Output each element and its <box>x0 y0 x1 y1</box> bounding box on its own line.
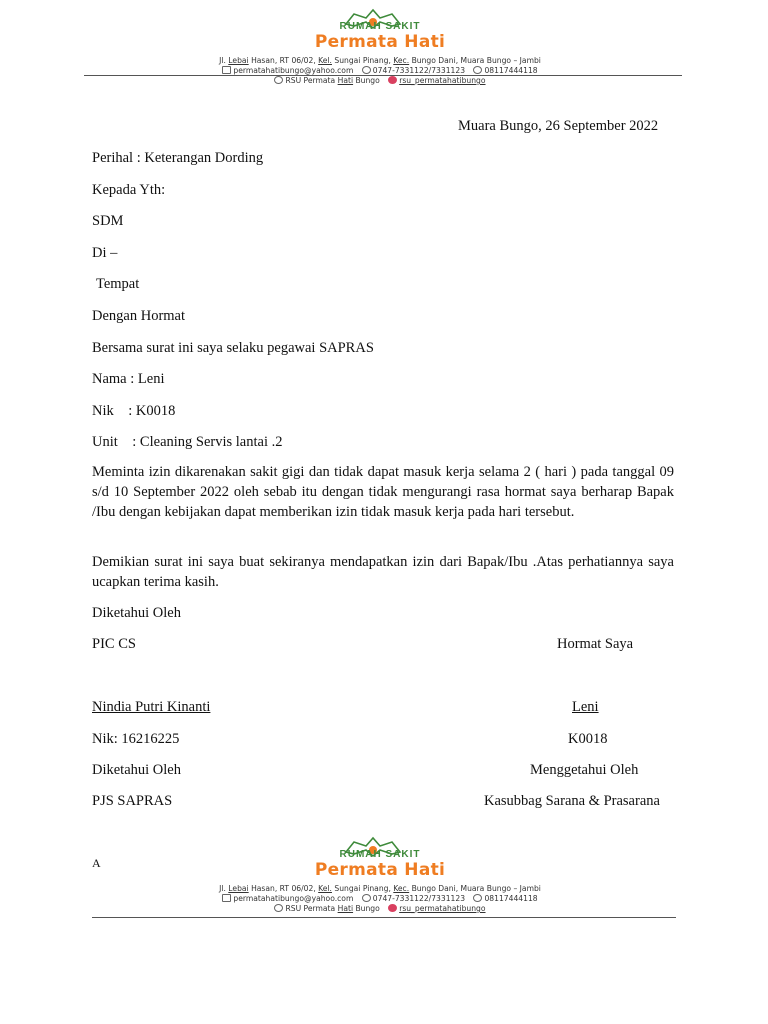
letterhead-subtitle: RUMAH SAKIT <box>339 849 421 860</box>
whatsapp-icon <box>473 894 482 902</box>
facebook-icon <box>274 76 283 84</box>
recipient-at: Di – <box>92 245 118 261</box>
letterhead-bottom <box>190 836 570 914</box>
letterhead-title: Permata Hati <box>314 860 446 880</box>
letterhead-social: RSU Permata Hati Bungo rsu_permatahatibungo <box>190 904 570 914</box>
employee-name: Nama : Leni <box>92 371 165 387</box>
letterhead-subtitle: RUMAH SAKIT <box>339 21 421 32</box>
signatory-left-nik: Nik: 16216225 <box>92 731 180 747</box>
recipient-place: Tempat <box>96 276 140 292</box>
subject-line: Perihal : Keterangan Dording <box>92 150 264 166</box>
kasubbag-label: Kasubbag Sarana & Prasarana <box>484 793 660 809</box>
letterhead-email: permatahatibungo@yahoo.com <box>233 66 354 75</box>
letterhead-phone: 0747-7331122/7331123 <box>372 66 466 75</box>
letterhead-whatsapp: 08117444118 <box>484 66 538 75</box>
hospital-logo-bottom <box>190 836 570 884</box>
letterhead-address: Jl. Lebai Hasan, RT 06/02, Kel. Sungai Pinang, Kec. Bungo Dani, Muara Bungo – Jambi <box>219 884 541 893</box>
acknowledged-by-label-1: Diketahui Oleh <box>92 605 181 621</box>
recipient-department: SDM <box>92 213 124 229</box>
facebook-icon <box>274 904 283 912</box>
employee-unit: Unit : Cleaning Servis lantai .2 <box>92 434 283 450</box>
email-icon <box>222 66 231 74</box>
letterhead-address: Jl. Lebai Hasan, RT 06/02, Kel. Sungai Pinang, Kec. Bungo Dani, Muara Bungo – Jambi <box>219 56 541 65</box>
recipient-heading: Kepada Yth: <box>92 182 166 198</box>
signatory-left-name: Nindia Putri Kinanti <box>92 699 211 715</box>
body-paragraph-1: Meminta izin dikarenakan sakit gigi dan tidak dapat masuk kerja selama 2 ( hari ) pada tanggal 09 s/d 10 September 2022 oleh sebab itu dengan tidak mengurangi rasa hormat saya berharap Bapak /Ibu dengan kebijakan dapat memberikan izin tidak masuk kerja pada hari tersebut. <box>92 464 674 520</box>
whatsapp-icon <box>473 66 482 74</box>
letterhead-divider-top <box>84 75 682 76</box>
instagram-icon <box>388 904 397 912</box>
phone-icon <box>362 66 371 74</box>
pjs-sapras-label: PJS SAPRAS <box>92 793 173 809</box>
letterhead-social: RSU Permata Hati Bungo rsu_permatahatibungo <box>190 76 570 86</box>
letterhead-divider-bottom <box>92 917 676 918</box>
footer-mark: A <box>92 856 101 870</box>
hospital-logo <box>190 8 570 56</box>
pic-label: PIC CS <box>92 636 136 652</box>
email-icon <box>222 894 231 902</box>
acknowledged-by-label-2: Diketahui Oleh <box>92 762 181 778</box>
salutation: Dengan Hormat <box>92 308 186 324</box>
employee-nik: Nik : K0018 <box>92 403 176 419</box>
body-paragraph-2: Demikian surat ini saya buat sekiranya mendapatkan izin dari Bapak/Ibu .Atas perhatiannya saya ucapkan terima kasih. <box>92 554 674 590</box>
closing-label: Hormat Saya <box>557 636 634 652</box>
signatory-right-nik: K0018 <box>568 731 608 747</box>
known-by-label: Menggetahui Oleh <box>530 762 639 778</box>
letterhead-title: Permata Hati <box>314 32 446 52</box>
instagram-icon <box>388 76 397 84</box>
place-date: Muara Bungo, 26 September 2022 <box>458 118 659 134</box>
letterhead-contacts: permatahatibungo@yahoo.com 0747-7331122/7331123 08117444118 <box>190 894 570 904</box>
intro-line: Bersama surat ini saya selaku pegawai SAPRAS <box>92 340 374 356</box>
signatory-right-name: Leni <box>572 699 599 715</box>
phone-icon <box>362 894 371 902</box>
